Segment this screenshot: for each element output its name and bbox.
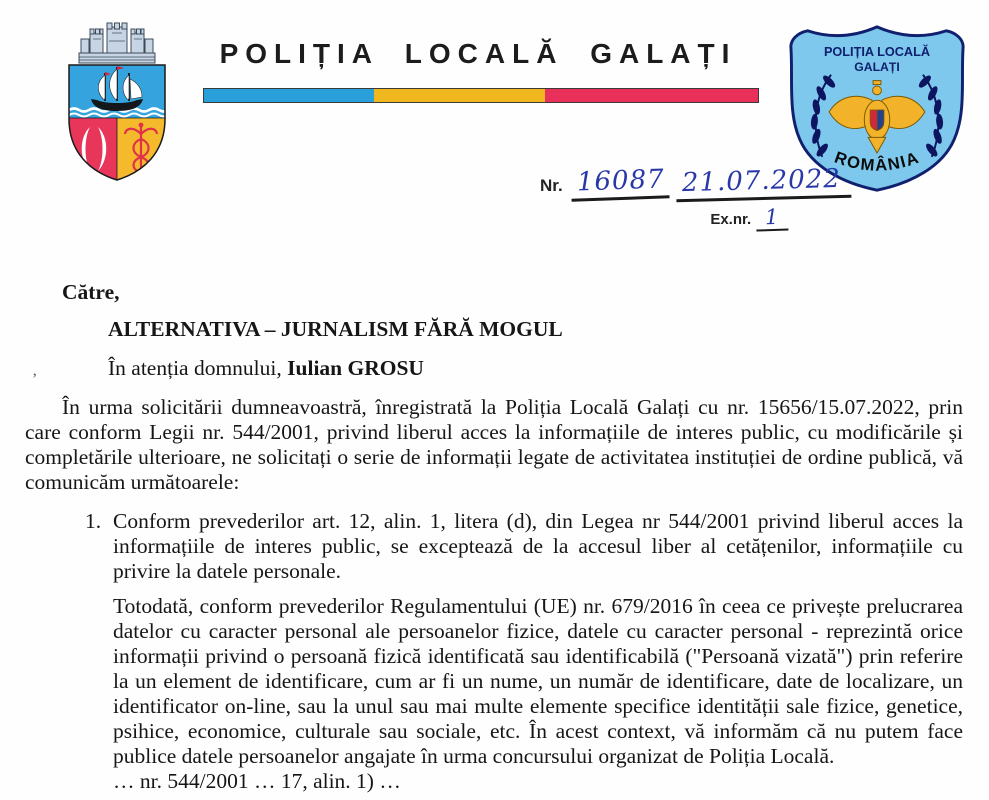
attention-line <box>108 356 963 381</box>
recipient-name: ALTERNATIVA – JURNALISM FĂRĂ MOGUL <box>108 317 563 341</box>
registration-number-handwritten: 16087 <box>570 164 669 201</box>
registration-block <box>540 163 842 231</box>
item-body <box>113 509 963 793</box>
item-paragraph-2: Totodată, conform prevederilor Regulamentului (UE) nr. 679/2016 în ceea ce privește prelucrarea datelor cu caracter personal ale persoanelor fizice, datele cu caracter personal - reprezintă orice informații privind o persoană fizică identificată sau identificabilă ("Persoană vizată") prin referire la un element de identificare, cum ar fi un nume, un număr de identificare, date de localizare, un identificator on-line, sau la unul sau mai multe elemente specifice identității sale fizice, genetice, psihice, economice, culturale sau sociale, etc. În acest context, vă informăm că nu putem face publice datele persoanelor angajate în urma concursului organizat de Poliția Locală. <box>113 594 963 768</box>
numbered-item-1 <box>85 509 963 793</box>
exemplar-label: Ex.nr. <box>710 211 752 228</box>
exemplar-number-handwritten: 1 <box>755 204 788 231</box>
scan-artifact-mark: ‚ <box>32 362 38 379</box>
badge-text-line2: GALAȚI <box>854 59 900 74</box>
attention-person: Iulian GROSU <box>287 356 424 380</box>
badge-country-text: ROMÂNIA <box>832 147 922 175</box>
item-paragraph-1: Conform prevederilor art. 12, alin. 1, litera (d), din Legea nr 544/2001 privind liberul acces la informațiile de interes public, se exceptează de la accesul liber al cetățenilor, informațiile cu privire la datele personale. <box>113 509 963 583</box>
badge-text-line1: POLIȚIA LOCALĂ <box>823 44 931 60</box>
tricolor-bar <box>203 88 759 103</box>
registration-date-handwritten: 21.07.2022 <box>676 164 852 203</box>
intro-paragraph: În urma solicitării dumneavoastră, înregistrată la Poliția Locală Galați cu nr. 15656/15.07.2022, prin care conform Legii nr. 544/2001, privind liberul acces la informațiile de interes public, cu modificările și completările ulterioare, ne solicitați o serie de informații legate de activitatea instituției de ordine publică, vă comunicăm următoarele: <box>25 395 963 494</box>
attention-prefix: În atenția domnului, <box>108 356 288 380</box>
nr-label: Nr. <box>540 176 563 195</box>
clipped-next-line: … nr. 544/2001 … 17, alin. 1) … <box>113 769 401 793</box>
tricolor-yellow <box>374 89 544 102</box>
letter-body <box>25 278 963 793</box>
org-title: POLIȚIA LOCALĂ GALAȚI <box>219 38 737 69</box>
tricolor-blue <box>204 89 374 102</box>
item-number: 1. <box>85 509 102 533</box>
salutation: Către, <box>62 280 120 304</box>
galati-coat-of-arms-icon <box>57 21 177 186</box>
tricolor-red <box>545 89 758 102</box>
